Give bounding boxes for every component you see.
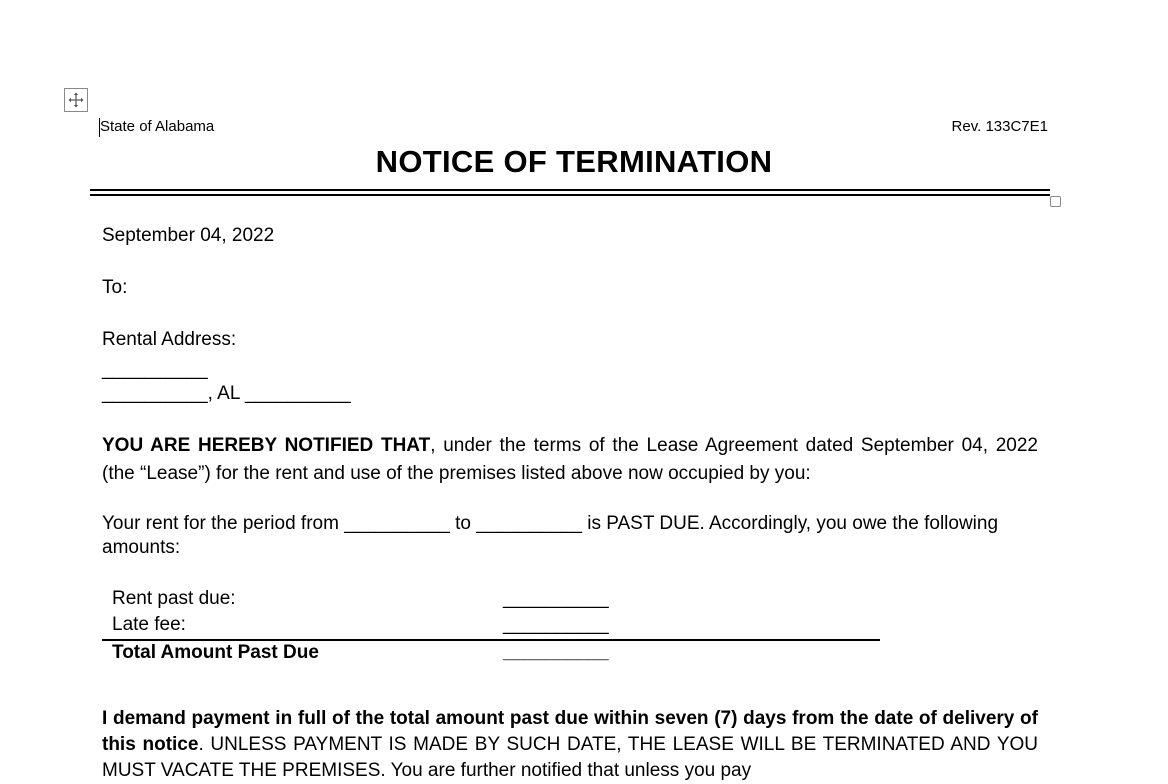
document-title: NOTICE OF TERMINATION [375, 144, 773, 179]
notice-bold-lead: YOU ARE HEREBY NOTIFIED THAT [102, 435, 431, 456]
to-label: To: [102, 277, 128, 298]
move-arrows-icon [68, 92, 84, 108]
notice-date: September 04, 2022 [102, 225, 275, 246]
address-line-1: __________ [102, 359, 208, 380]
demand-paragraph [102, 706, 1038, 784]
rent-period-paragraph: Your rent for the period from __________ to __________ is PAST DUE. Accordingly, you owe the following amounts: [102, 513, 999, 558]
rent-past-due-label: Rent past due: [112, 588, 236, 609]
title-rule-top [90, 189, 1050, 191]
demand-bold-lead: I demand payment in full of the total amount past due within seven (7) days from the date of delivery of this notice [102, 708, 1038, 755]
header-state: State of Alabama [100, 118, 215, 135]
total-past-due-label: Total Amount Past Due [112, 642, 319, 663]
rent-past-due-value: __________ [503, 588, 609, 609]
rental-address-label: Rental Address: [102, 329, 237, 350]
total-rule [102, 639, 880, 641]
total-past-due-value: __________ [503, 642, 609, 663]
late-fee-value: __________ [503, 614, 609, 635]
notice-text: , under the terms of the Lease Agreement dated September 04, 2022 (the “Lease”) for the rent and use of the premises listed above now occupied by you: [102, 435, 1038, 484]
late-fee-label: Late fee: [112, 614, 186, 635]
demand-text: . UNLESS PAYMENT IS MADE BY SUCH DATE, THE LEASE WILL BE TERMINATED AND YOU MUST VACATE THE PREMISES. You are further notified that unless you pay [102, 734, 1038, 781]
table-move-handle[interactable] [64, 88, 88, 112]
notice-paragraph [102, 432, 1038, 488]
title-rule-bottom [90, 194, 1050, 196]
table-resize-handle[interactable] [1050, 196, 1061, 207]
header-revision: Rev. 133C7E1 [951, 118, 1048, 135]
address-line-2: __________, AL __________ [102, 383, 351, 404]
